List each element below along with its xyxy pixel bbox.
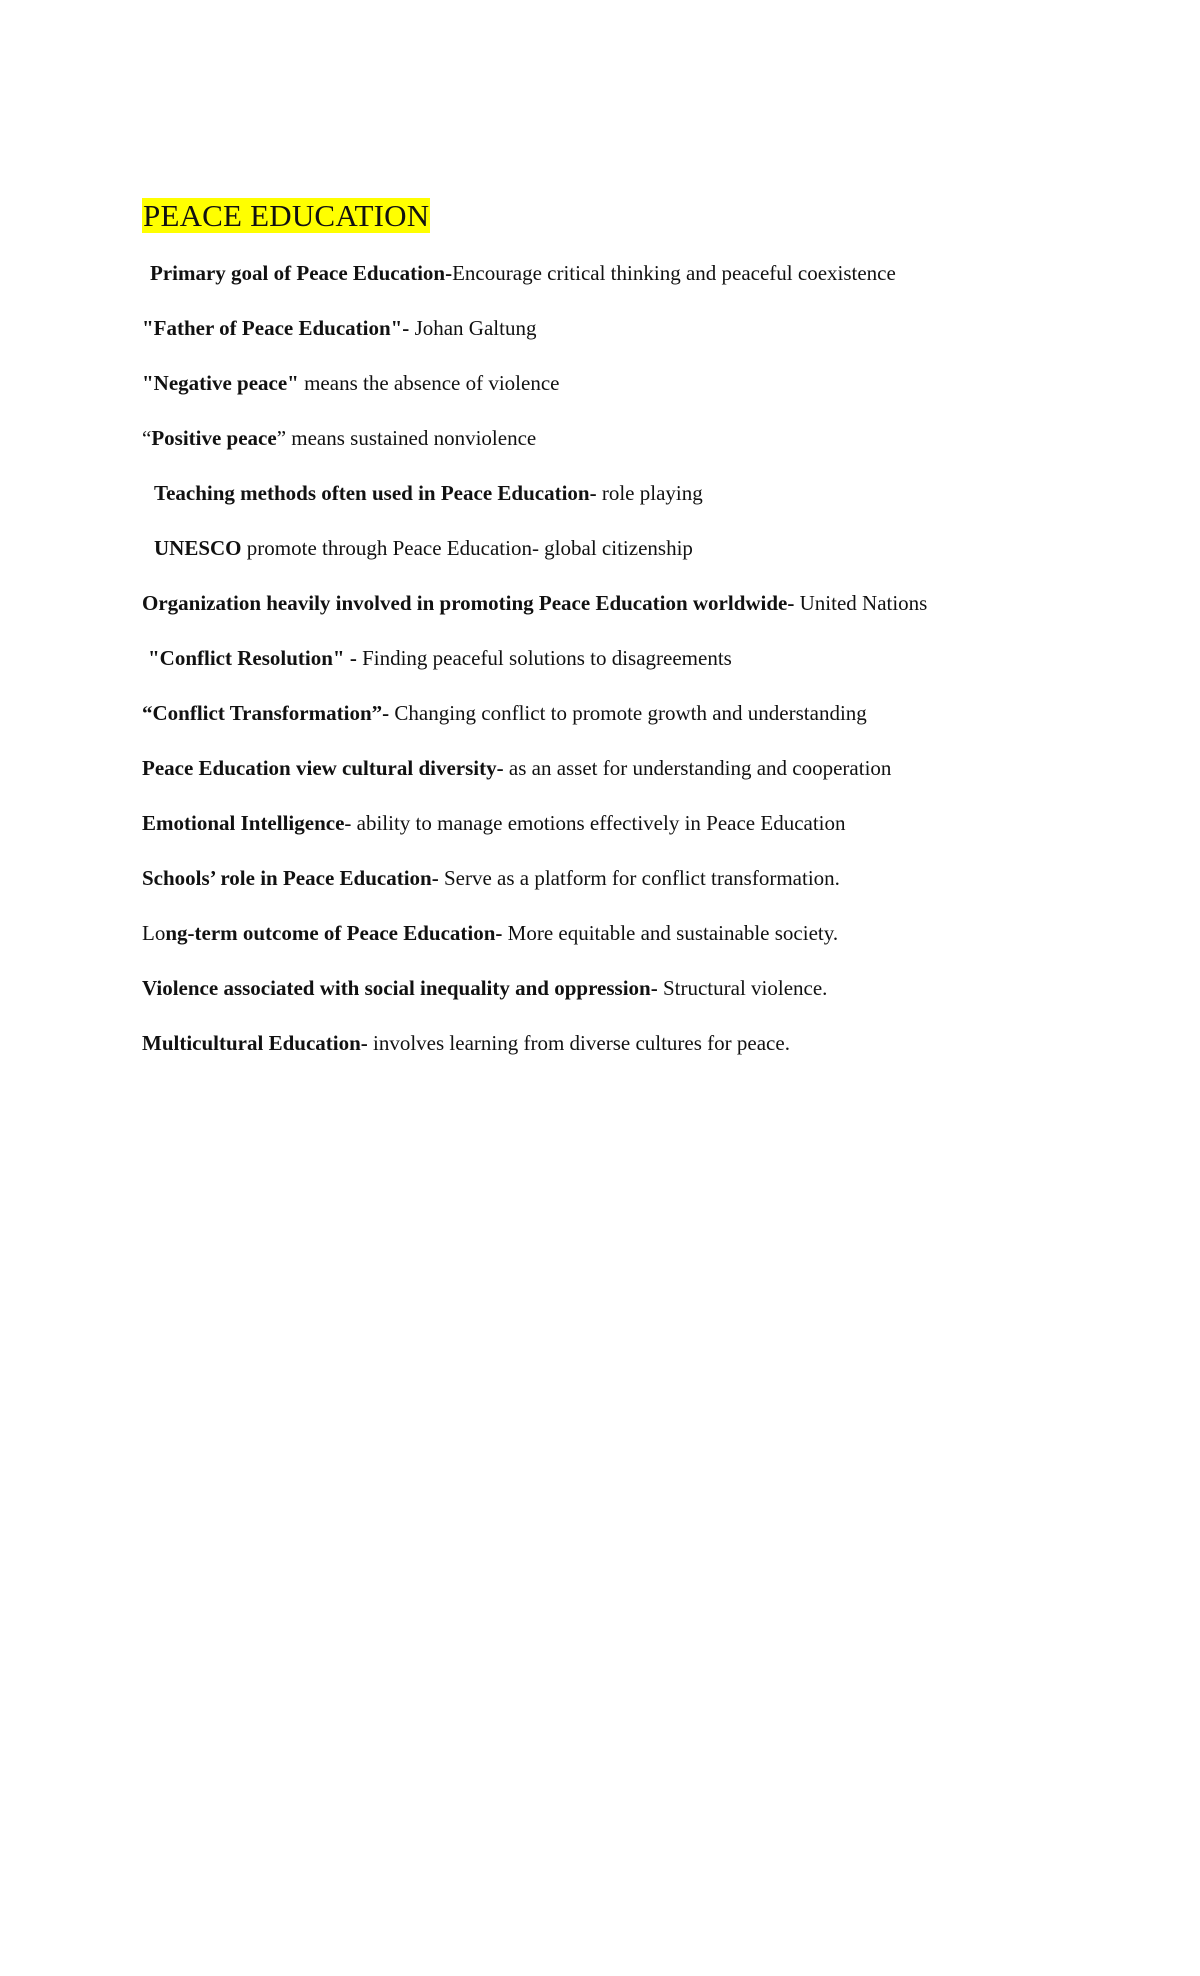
definition-line	[142, 478, 1162, 533]
definition-line	[142, 423, 1162, 478]
term-label: Peace Education view cultural diversity-	[142, 756, 504, 780]
term-label: UNESCO	[154, 536, 242, 560]
line-prefix: “	[142, 426, 152, 450]
term-label: Teaching methods often used in Peace Education-	[154, 481, 597, 505]
term-label: Positive peace	[151, 426, 277, 450]
term-label: Primary goal of Peace Education-	[150, 261, 453, 285]
definition-line	[142, 643, 1162, 698]
term-definition: United Nations	[794, 591, 928, 615]
term-label: Multicultural Education-	[142, 1031, 368, 1055]
term-definition: Changing conflict to promote growth and understanding	[389, 701, 867, 725]
definition-line	[142, 533, 1162, 588]
term-definition: as an asset for understanding and cooperation	[503, 756, 892, 780]
term-definition: role playing	[596, 481, 703, 505]
term-label: "Negative peace"	[142, 371, 299, 395]
definition-line	[142, 258, 1162, 313]
highlighted-title-text: PEACE EDUCATION	[143, 198, 430, 233]
term-definition: Encourage critical thinking and peaceful coexistence	[452, 261, 896, 285]
term-definition: means the absence of violence	[298, 371, 560, 395]
term-label: Emotional Intelligence	[142, 811, 345, 835]
term-label: Schools’ role in Peace Education-	[142, 866, 439, 890]
definition-line	[142, 973, 1162, 1028]
definition-line	[142, 808, 1162, 863]
definition-list	[142, 258, 1162, 1083]
term-definition: - ability to manage emotions effectively in Peace Education	[344, 811, 846, 835]
term-label: "Conflict Resolution" -	[148, 646, 357, 670]
term-definition: Structural violence.	[657, 976, 828, 1000]
term-label: Organization heavily involved in promoting Peace Education worldwide-	[142, 591, 795, 615]
definition-line	[142, 863, 1162, 918]
definition-line	[142, 698, 1162, 753]
term-definition: ” means sustained nonviolence	[276, 426, 537, 450]
term-definition: promote through Peace Education- global citizenship	[241, 536, 693, 560]
definition-line	[142, 918, 1162, 973]
definition-line	[142, 588, 1162, 643]
term-definition: involves learning from diverse cultures for peace.	[367, 1031, 790, 1055]
term-definition: Serve as a platform for conflict transformation.	[438, 866, 840, 890]
term-label: “Conflict Transformation”-	[142, 701, 390, 725]
definition-line	[142, 753, 1162, 808]
document-title	[142, 196, 430, 236]
definition-line	[142, 368, 1162, 423]
term-label: "Father of Peace Education"-	[142, 316, 410, 340]
definition-line	[142, 313, 1162, 368]
term-definition: Finding peaceful solutions to disagreements	[356, 646, 732, 670]
term-definition: Johan Galtung	[409, 316, 537, 340]
term-label: Violence associated with social inequality and oppression-	[142, 976, 658, 1000]
line-prefix: Lo	[142, 921, 166, 945]
term-label: ng-term outcome of Peace Education-	[165, 921, 503, 945]
definition-line	[142, 1028, 1162, 1083]
term-definition: More equitable and sustainable society.	[502, 921, 839, 945]
